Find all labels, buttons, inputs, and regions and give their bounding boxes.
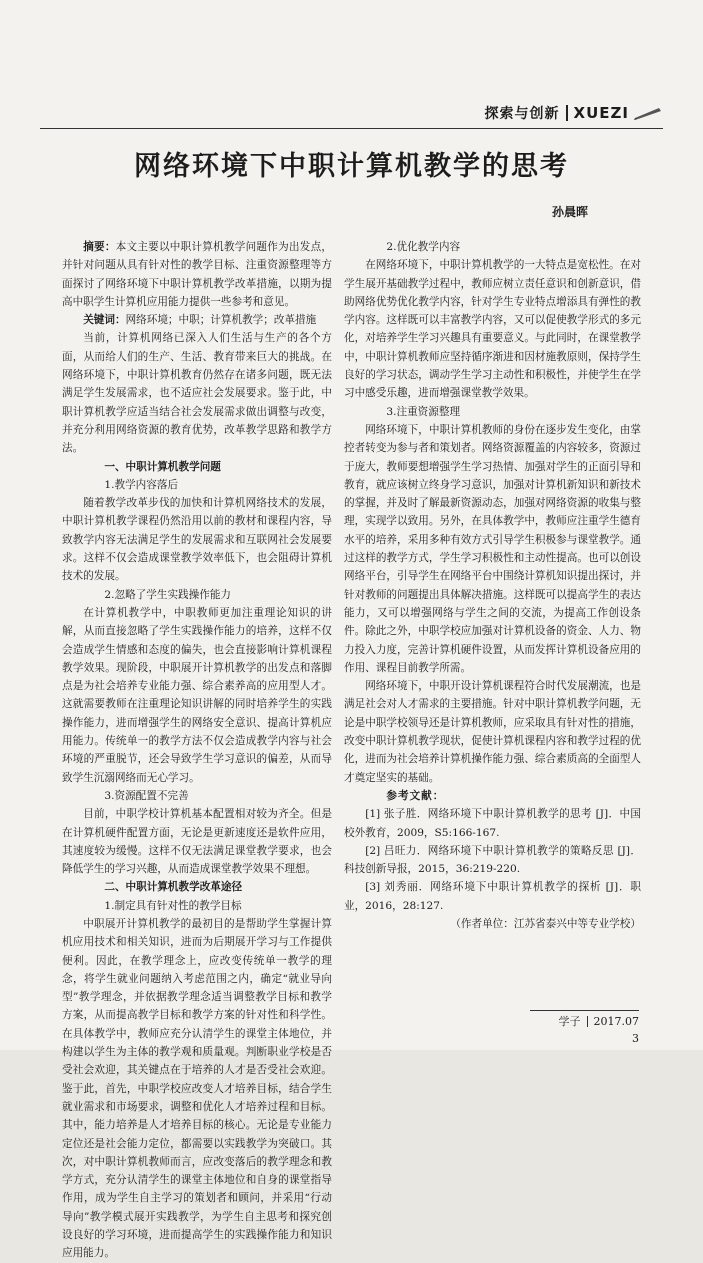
- subsection-heading-1-2: 2.忽略了学生实践操作能力: [104, 588, 232, 601]
- conclusion-paragraph: 网络环境下，中职开设计算机课程符合时代发展潮流，也是满足社会对人才需求的主要措施。针对中职计算机教学问题，无论是中职学校领导还是计算机教师，应采取具有针对性的措施，改变中职计算机教学现状，促使计算机课程内容和教学过程的优化，进而为社会培养计算机操作能力强、综合素质高的全面型人才奠定坚实的基础。: [344, 680, 641, 784]
- paragraph-1-2: 在计算机教学中，中职教师更加注重理论知识的讲解，从而直接忽略了学生实践操作能力的培养，这样不仅会造成学生情感和态度的偏失，也会直接影响计算机课程教学效果。现阶段，中职展开计算机教学的出发点和落脚点是为社会培养专业能力强、综合素养高的应用型人才。这就需要教师在注重理论知识讲解的同时培养学生的实践操作能力，进而增强学生的网络安全意识、提高计算机应用能力。传统单一的教学方法不仅会造成教学内容与社会环境的严重脱节，还会导致学生学习意识的偏差，从而导致学生沉溺网络而无心学习。: [62, 606, 332, 784]
- keywords-text: 网络环境；中职；计算机教学；改革措施: [125, 314, 317, 327]
- author-affiliation: （作者单位：江苏省泰兴中等专业学校）: [450, 917, 641, 930]
- paragraph-2-3: 网络环境下，中职计算机教师的身份在逐步发生变化，由掌控者转变为参与者和策划者。网络资源覆盖的内容较多，资源过于庞大，教师要想增强学生学习热情、加强对学生的正面引导和教育，就应该树立终身学习意识，加强对计算机新知识和新技术的掌握，并及时了解最新资源动态，加强对网络资源的收集与整理，实现学以致用。另外，在具体教学中，教师应注重学生德育水平的培养，采用多种有效方式引导学生积极参与课堂教学。通过这样的教学方式，学生学习积极性和主动性提高。也可以创设网络平台，引导学生在网络平台中围绕计算机知识提出探讨，并针对教师的问题提出具体解决措施。这样既可以提高学生的表达能力，又可以增强网络与学生之间的交流，为提高工作创设条件。除此之外，中职学校应加强对计算机设备的资金、人力、物力投入力度，完善计算机硬件设置，从而发挥计算机设备应用的作用、课程目前教学所需。: [344, 423, 641, 674]
- paragraph-2-2: 在网络环境下，中职计算机教学的一大特点是宽松性。在对学生展开基础教学过程中，教师应树立责任意识和创新意识，借助网络优势优化教学内容，针对学生专业特点增添具有弹性的教学内容。这样既可以丰富教学内容，又可以促使教学形式的多元化，对培养学生学习兴趣具有重要意义。与此同时，在课堂教学中，中职计算机教师应坚持循序渐进和因材施教原则，保持学生良好的学习状态，调动学生学习主动性和积极性，并使学生在学习中感受乐趣，进而增强课堂教学效果。: [344, 259, 641, 400]
- subsection-heading-2-1: 1.制定具有针对性的教学目标: [104, 899, 242, 912]
- page-number: 3: [632, 1032, 639, 1045]
- references-heading: 参考文献：: [386, 789, 445, 802]
- keywords-label: 关键词：: [83, 314, 126, 327]
- right-column: [344, 238, 641, 933]
- paragraph-1-1: 随着教学改革步伐的加快和计算机网络技术的发展，中职计算机教学课程仍然沿用以前的教材和课程内容，导致教学内容无法满足学生的发展需求和互联网社会发展要求。这样不仅会造成课堂教学效率低下，也会阻碍计算机技术的发展。: [62, 497, 332, 583]
- abstract-label: 摘要：: [83, 241, 116, 253]
- subsection-heading-1-1: 1.教学内容落后: [104, 478, 179, 491]
- reference-item: [1] 张子胜．网络环境下中职计算机教学的思考 [J]．中国校外教育，2009，S5:166-167.: [344, 808, 641, 839]
- paragraph-1-3: 目前，中职学校计算机基本配置相对较为齐全。但是在计算机硬件配置方面，无论是更新速度还是软件应用，其速度较为缓慢。这样不仅无法满足课堂教学要求，也会降低学生的学习兴趣，从而造成课堂教学效果不理想。: [62, 808, 332, 876]
- column-name-cn: 探索与创新: [484, 106, 560, 122]
- pen-icon: [633, 106, 663, 120]
- article-title: 网络环境下中职计算机教学的思考: [134, 151, 569, 182]
- subsection-heading-1-3: 3.资源配置不完善: [104, 789, 189, 802]
- section-heading-2: 二、中职计算机教学改革途径: [104, 881, 243, 894]
- footer-rule: [530, 1010, 639, 1011]
- abstract-text: 本文主要以中职计算机教学问题作为出发点，并针对问题从具有针对性的教学目标、注重资源整理等方面探讨了网络环境下中职计算机教学改革措施，以期为提高中职学生计算机应用能力提供一些参考和意见。: [62, 241, 332, 308]
- intro-paragraph: 当前，计算机网络已深入人们生活与生产的各个方面，从而给人们的生产、生活、教育带来巨大的挑战。在网络环境下，中职计算机教育仍然存在诸多问题，既无法满足学生发展需求，也不适应社会发展要求。鉴于此，中职计算机教学应适当结合社会发展需求做出调整与改变，并充分利用网络资源的教育优势，改革教学思路和教学方法。: [62, 332, 332, 455]
- column-name-en: XUEZI: [573, 104, 629, 122]
- section-heading-1: 一、中职计算机教学问题: [104, 460, 221, 473]
- header-divider: [566, 105, 568, 121]
- column-header: [485, 103, 663, 123]
- keywords: [62, 311, 332, 329]
- header-rule: [40, 128, 663, 129]
- reference-item: [3] 刘秀丽．网络环境下中职计算机教学的探析 [J]．职业，2016，28:127.: [344, 881, 641, 912]
- issue-number: 2017.07: [593, 1014, 639, 1028]
- paragraph-2-1: 中职展开计算机教学的最初目的是帮助学生掌握计算机应用技术和相关知识，进而为后期展开学习与工作提供便利。因此，在教学理念上，应改变传统单一教学的理念，将学生就业问题纳入考虑范围之内，确定“就业导向型”教学理念，并依据教学理念适当调整教学目标和教学方案，从而提高教学目标和教学方案的针对性和科学性。在具体教学中，教师应充分认清学生的课堂主体地位，并构建以学生为主体的教学观和质量观。判断职业学校是否受社会欢迎，其关键点在于培养的人才是否受社会欢迎。鉴于此，首先，中职学校应改变人才培养目标，结合学生就业需求和市场要求，调整和优化人才培养过程和目标。其中，能力培养是人才培养目标的核心。无论是专业能力定位还是社会能力定位，都需要以实践教学为突破口。其次，对中职计算机教师而言，应改变落后的教学理念和教学方式，充分认清学生的课堂主体地位和自身的课堂指导作用，成为学生自主学习的策划者和顾问，并采用“行动导向”教学模式展开实践教学，为学生自主思考和探究创设良好的学习环境，进而提高学生的实践操作能力和知识应用能力。: [62, 917, 332, 1260]
- journal-name: 学子: [558, 1015, 581, 1028]
- subsection-heading-2-3: 3.注重资源整理: [386, 405, 461, 418]
- abstract: [62, 238, 332, 311]
- subsection-heading-2-2: 2.优化教学内容: [386, 241, 461, 253]
- reference-item: [2] 吕旺力．网络环境下中职计算机教学的策略反思 [J]．科技创新导报，2015，36:219-220.: [344, 844, 641, 876]
- article-author: 孙晨晖: [551, 205, 588, 219]
- page-footer: [559, 1013, 640, 1029]
- footer-divider: [587, 1016, 588, 1027]
- left-column: [62, 238, 332, 1263]
